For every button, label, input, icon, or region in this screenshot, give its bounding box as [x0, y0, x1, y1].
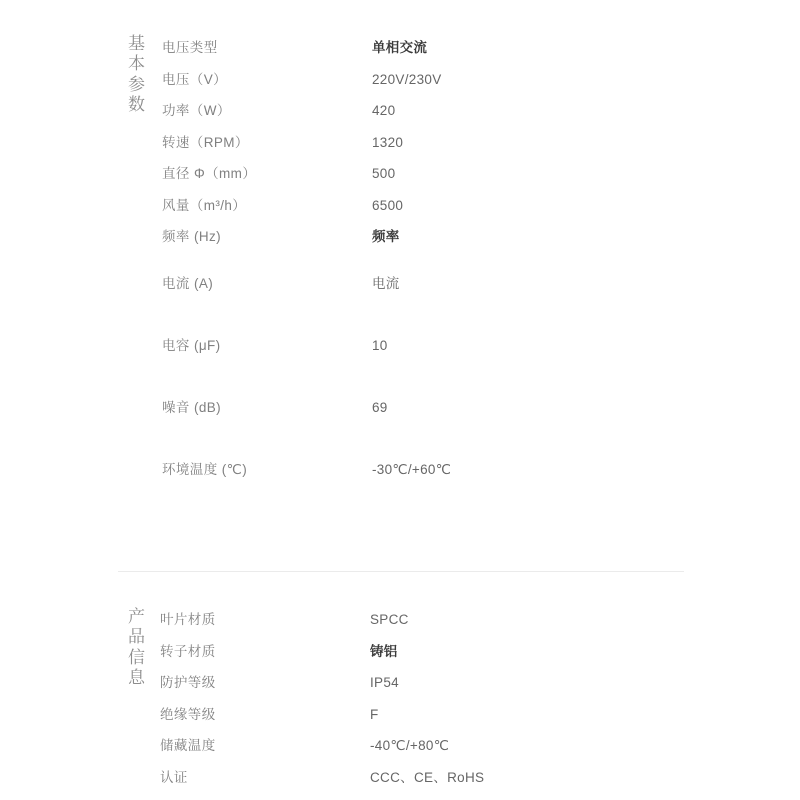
spec-value: 电流: [372, 275, 400, 291]
section-title-basic: 基本参数: [128, 34, 146, 115]
spec-label: 电压（V）: [162, 71, 228, 87]
spec-value: 铸铝: [370, 643, 398, 659]
spec-row: [160, 699, 700, 731]
spec-label: 认证: [160, 769, 188, 785]
spec-value: SPCC: [370, 612, 409, 627]
spec-list-product: [160, 604, 800, 793]
spec-value: IP54: [370, 675, 399, 690]
spec-row: [160, 730, 700, 762]
spec-label: 直径 Φ（mm）: [162, 166, 257, 181]
spec-value: CCC、CE、RoHS: [370, 769, 485, 785]
spec-value: 6500: [372, 197, 404, 213]
spec-row: [162, 95, 700, 127]
spec-row: [162, 377, 700, 439]
spec-label: 电压类型: [162, 40, 218, 55]
spec-list-basic: [162, 32, 800, 501]
spec-value: 420: [372, 103, 396, 118]
spec-row: [160, 762, 700, 794]
spec-row: [162, 190, 700, 222]
spec-label: 电流 (A): [162, 275, 214, 291]
spec-value: 频率: [372, 229, 400, 244]
spec-row: [162, 439, 700, 501]
spec-label: 环境温度 (℃): [162, 461, 248, 477]
section-basic-parameters: [0, 32, 800, 501]
spec-value: -40℃/+80℃: [370, 738, 450, 753]
spec-label: 转子材质: [160, 643, 216, 659]
spec-row: [162, 221, 700, 253]
spec-row: [160, 604, 700, 636]
spec-label: 电容 (μF): [162, 337, 221, 353]
spec-label: 风量（m³/h）: [162, 197, 247, 213]
spec-value: 10: [372, 337, 388, 353]
spec-row: [162, 64, 700, 96]
spec-value: F: [370, 706, 379, 722]
section-divider: [118, 571, 684, 572]
spec-label: 叶片材质: [160, 612, 216, 627]
spec-value: 1320: [372, 134, 404, 150]
spec-value: 500: [372, 166, 396, 181]
spec-label: 频率 (Hz): [162, 229, 222, 244]
spec-label: 防护等级: [160, 675, 216, 690]
spec-label: 功率（W）: [162, 103, 231, 118]
spec-label: 噪音 (dB): [162, 399, 222, 415]
section-product-information: [0, 604, 800, 793]
spec-value: -30℃/+60℃: [372, 461, 452, 477]
spec-label: 储藏温度: [160, 738, 216, 753]
spec-value: 220V/230V: [372, 71, 442, 87]
spec-row: [162, 158, 700, 190]
spec-row: [162, 253, 700, 315]
spec-row: [162, 32, 700, 64]
spec-label: 绝缘等级: [160, 706, 216, 722]
spec-row: [160, 667, 700, 699]
spec-row: [162, 315, 700, 377]
spec-row: [160, 636, 700, 668]
spec-value: 单相交流: [372, 40, 428, 55]
spec-label: 转速（RPM）: [162, 134, 249, 150]
spec-row: [162, 127, 700, 159]
section-title-product: 产品信息: [128, 607, 146, 688]
spec-value: 69: [372, 399, 388, 415]
